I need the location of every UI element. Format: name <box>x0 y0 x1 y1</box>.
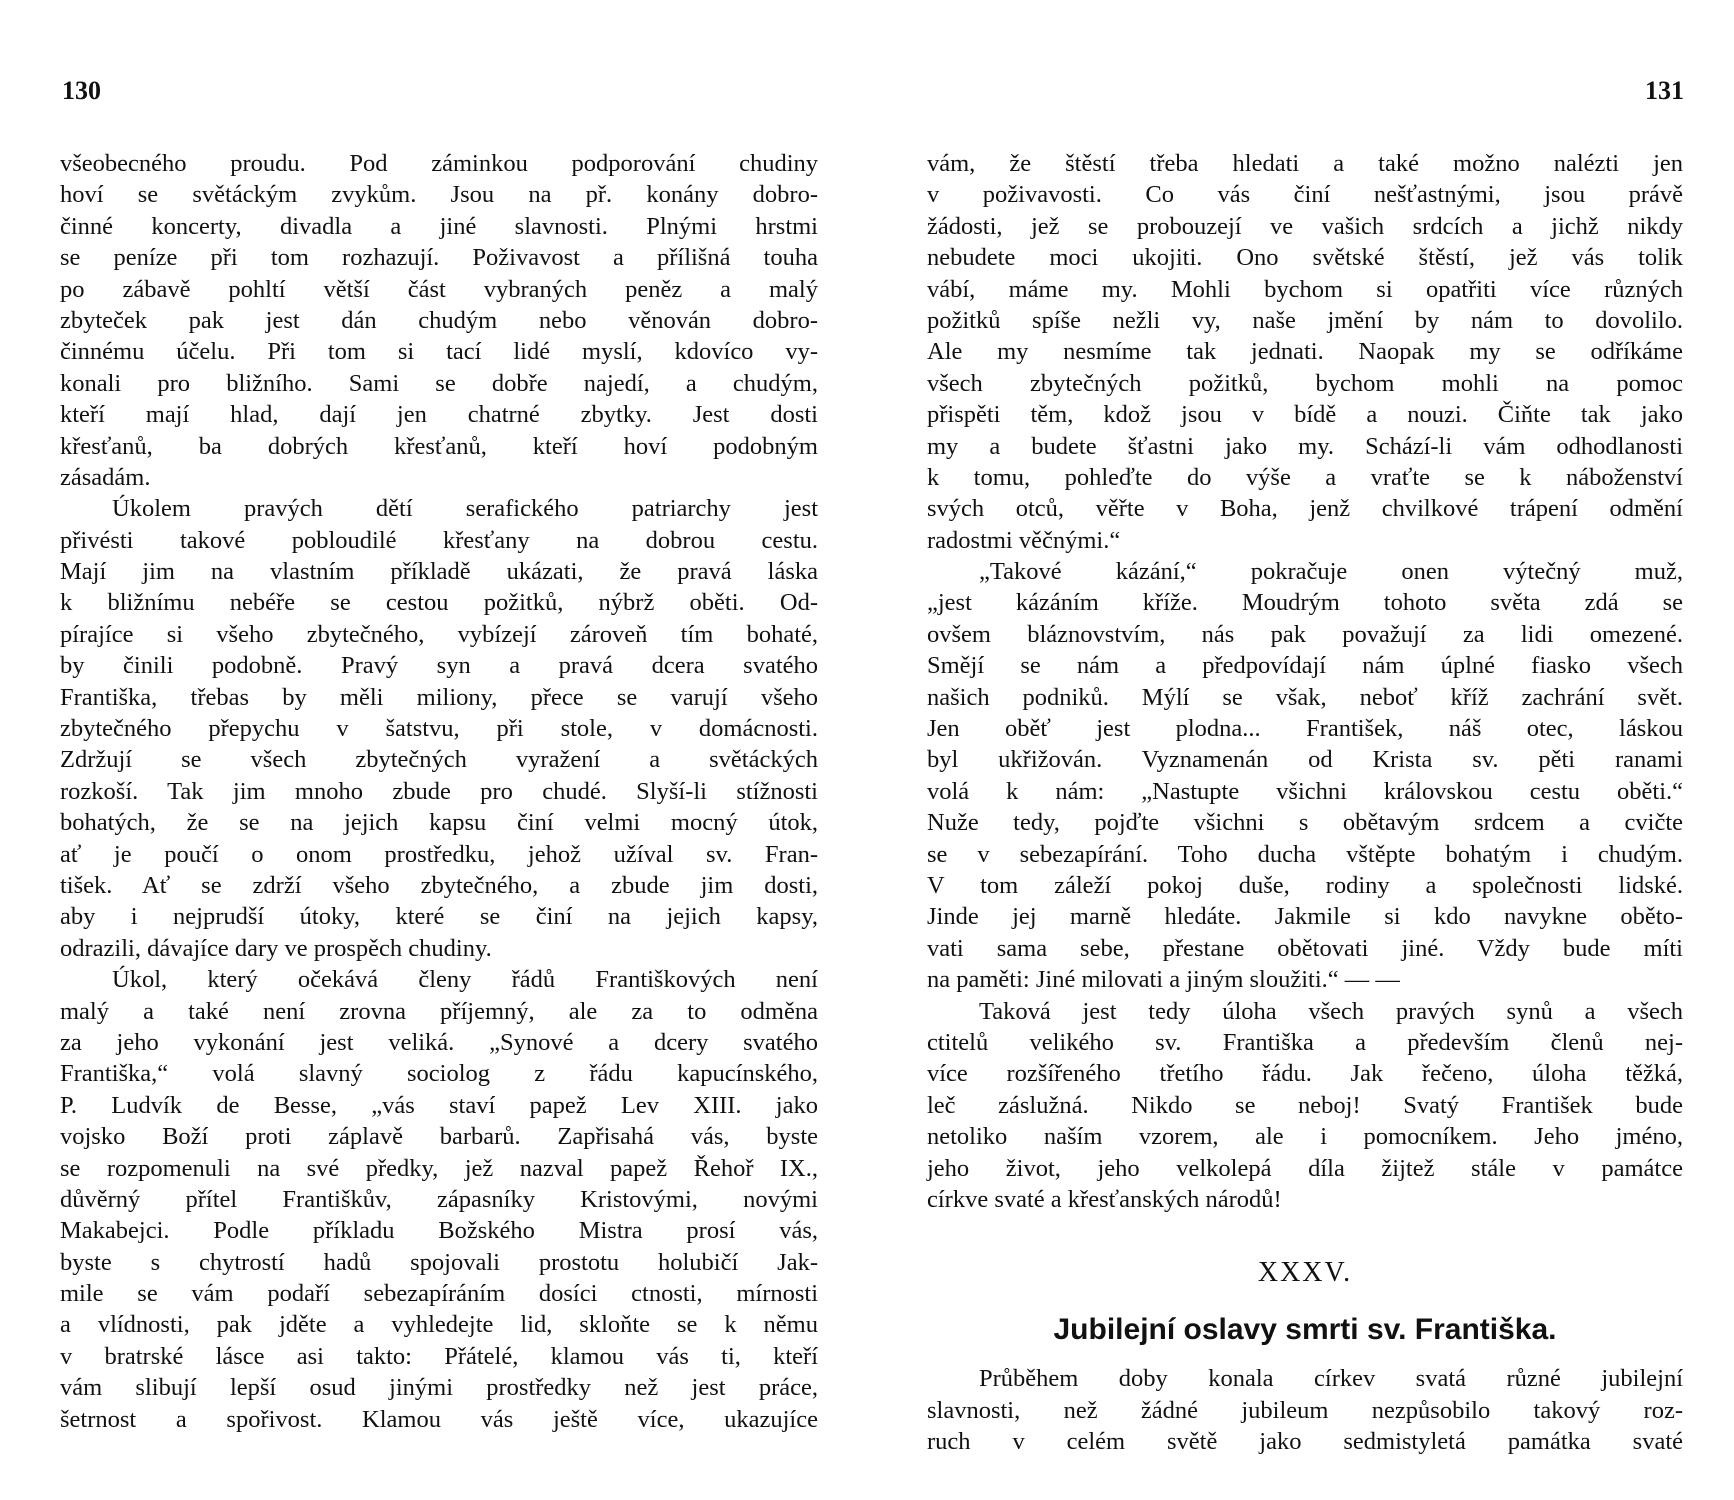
text-line: Františka, třebas by měli miliony, přece se varují všeho <box>60 683 818 711</box>
text-line: odrazili, dávajíce dary ve prospěch chudiny. <box>60 934 492 962</box>
text-line: v bratrské lásce asi takto: Přátelé, klamou vás ti, kteří <box>60 1342 818 1370</box>
text-line: přispěti těm, kdož jsou v bídě a nouzi. Čiňte tak jako <box>927 401 1683 429</box>
text-line: vám slibují lepší osud jinými prostředky než jest práce, <box>60 1374 818 1402</box>
chapter-number: XXXV. <box>1257 1257 1353 1289</box>
text-line: aby i nejprudší útoky, které se činí na jejich kapsy, <box>60 903 818 931</box>
left-text-column <box>60 148 818 1435</box>
text-line: zbyteček pak jest dán chudým nebo věnován dobro- <box>60 306 818 334</box>
text-line: ctitelů velikého sv. Františka a především členů nej- <box>927 1028 1683 1056</box>
text-line: za jeho vykonání jest veliká. „Synové a dcery svatého <box>60 1028 818 1056</box>
text-line: volá k nám: „Nastupte všichni královskou cestu oběti.“ <box>927 777 1683 805</box>
text-line: křesťanů, ba dobrých křesťanů, kteří hoví podobným <box>60 432 818 460</box>
text-line: slavnosti, než žádné jubileum nezpůsobilo takový roz- <box>927 1396 1683 1424</box>
text-line: netoliko naším vzorem, ale i pomocníkem. Jeho jméno, <box>927 1123 1683 1151</box>
text-line: vám, že štěstí třeba hledati a také možno nalézti jen <box>927 150 1683 177</box>
text-line: Zdržují se všech zbytečných vyražení a světáckých <box>60 746 818 774</box>
text-line: Úkol, který očekává členy řádů Františkových není <box>112 966 818 994</box>
text-line: Jinde jej marně hledáte. Jakmile si kdo navykne oběto- <box>927 903 1683 931</box>
text-line: mile se vám podaří sebezapíráním dosíci ctnosti, mírnosti <box>60 1280 818 1308</box>
text-line: kteří mají hlad, dají jen chatrné zbytky. Jest dosti <box>60 401 818 429</box>
text-line: byl ukřižován. Vyznamenán od Krista sv. pěti ranami <box>927 746 1683 774</box>
text-line: V tom záleží pokoj duše, rodiny a společnosti lidské. <box>927 871 1683 899</box>
text-line: požitků spíše nežli vy, naše jmění by nám to dovolilo. <box>927 306 1683 334</box>
text-line: Makabejci. Podle příkladu Božského Mistra prosí vás, <box>60 1217 818 1245</box>
text-line: všeobecného proudu. Pod záminkou podporování chudiny <box>60 150 818 177</box>
text-line: k tomu, pohleďte do výše a vraťte se k náboženství <box>927 463 1683 491</box>
text-line: radostmi věčnými.“ <box>927 526 1121 554</box>
text-line: k bližnímu nebéře se cestou požitků, nýbrž oběti. Od- <box>60 589 818 617</box>
text-line: zásadám. <box>60 463 151 491</box>
text-line: a vlídnosti, pak jděte a vyhledejte lid, skloňte se k němu <box>60 1311 818 1339</box>
text-line: vojsko Boží proti záplavě barbarů. Zapřisahá vás, byste <box>60 1123 818 1151</box>
text-line: „jest kázáním kříže. Moudrým tohoto světa zdá se <box>927 589 1683 617</box>
text-line: Smějí se nám a předpovídají nám úplné fiasko všech <box>927 652 1683 680</box>
text-line: by činili podobně. Pravý syn a pravá dcera svatého <box>60 652 818 680</box>
text-line: po zábavě pohltí větší část vybraných peněz a malý <box>60 275 818 303</box>
text-line: Průběhem doby konala církev svatá různé jubilejní <box>979 1365 1683 1393</box>
text-line: ruch v celém světě jako sedmistyletá památka svaté <box>927 1428 1683 1456</box>
text-line: byste s chytrostí hadů spojovali prostotu holubičí Jak- <box>60 1248 818 1276</box>
text-line: více rozšířeného třetího řádu. Jak řečeno, úloha těžká, <box>927 1060 1683 1088</box>
text-line: Mají jim na vlastním příkladě ukázati, že pravá láska <box>60 558 818 586</box>
page-number-left: 130 <box>62 76 101 105</box>
text-line: v poživavosti. Co vás činí nešťastnými, jsou právě <box>927 181 1683 209</box>
text-line: šetrnost a spořivost. Klamou vás ještě více, ukazujíce <box>60 1405 818 1433</box>
text-line: Úkolem pravých dětí serafického patriarchy jest <box>112 495 818 523</box>
text-line: zbytečného přepychu v šatstvu, při stole, v domácnosti. <box>60 715 818 743</box>
text-line: se v sebezapírání. Toho ducha vštěpte bohatým i chudým. <box>927 840 1683 868</box>
text-line: činné koncerty, divadla a jiné slavnosti. Plnými hrstmi <box>60 212 818 240</box>
right-body-text <box>927 148 1683 1215</box>
text-line: se rozpomenuli na své předky, jež nazval papež Řehoř IX., <box>60 1154 818 1182</box>
text-line: činnému účelu. Při tom si tací lidé myslí, kdovíco vy- <box>60 338 818 366</box>
text-line: Ale my nesmíme tak jednati. Naopak my se odříkáme <box>927 338 1683 366</box>
text-line: svých otců, věřte v Boha, jenž chvilkové trápení odmění <box>927 495 1683 523</box>
chapter-body-text <box>927 1363 1683 1457</box>
text-line: vábí, máme my. Mohli bychom si opatřiti více různých <box>927 275 1683 303</box>
text-line: žádosti, jež se probouzejí ve vašich srdcích a jichž nikdy <box>927 212 1683 240</box>
right-page <box>867 0 1734 1500</box>
page-number-right: 131 <box>1645 76 1684 105</box>
text-line: Jen oběť jest plodna... František, náš otec, láskou <box>927 715 1683 743</box>
text-line: bohatých, že se na jejich kapsu činí velmi mocný útok, <box>60 809 818 837</box>
text-line: pírajíce si všeho zbytečného, vybízejí zároveň tím bohaté, <box>60 620 818 648</box>
text-line: se peníze při tom rozhazují. Poživavost a přílišná touha <box>60 244 818 272</box>
text-line: ať je poučí o onom prostředku, jehož užíval sv. Fran- <box>60 840 818 868</box>
text-line: přivésti takové pobloudilé křesťany na dobrou cestu. <box>60 526 818 554</box>
text-line: tišek. Ať se zdrží všeho zbytečného, a zbude jim dosti, <box>60 871 818 899</box>
text-line: leč záslužná. Nikdo se neboj! Svatý František bude <box>927 1091 1683 1119</box>
text-line: Františka,“ volá slavný sociolog z řádu kapucínského, <box>60 1060 818 1088</box>
text-line: nebudete moci ukojiti. Ono světské štěstí, jež vás tolik <box>927 244 1683 272</box>
text-line: konali pro bližního. Sami se dobře najedí, a chudým, <box>60 369 818 397</box>
text-line: P. Ludvík de Besse, „vás staví papež Lev XIII. jako <box>60 1091 818 1119</box>
text-line: našich podniků. Mýlí se však, neboť kříž zachrání svět. <box>927 683 1683 711</box>
text-line: na paměti: Jiné milovati a jiným sloužiti.“ — — <box>927 966 1400 994</box>
text-line: jeho život, jeho velkolepá díla žijtež stále v památce <box>927 1154 1683 1182</box>
text-line: Nuže tedy, pojďte všichni s obětavým srdcem a cvičte <box>927 809 1683 837</box>
text-line: důvěrný přítel Františkův, zápasníky Kristovými, novými <box>60 1185 818 1213</box>
text-line: ovšem bláznovstvím, nás pak považují za lidi omezené. <box>927 620 1683 648</box>
text-line: všech zbytečných požitků, bychom mohli na pomoc <box>927 369 1683 397</box>
text-line: vati sama sebe, přestane obětovati jiné. Vždy bude míti <box>927 934 1683 962</box>
right-text-column <box>927 148 1683 1457</box>
text-line: Taková jest tedy úloha všech pravých synů a všech <box>979 997 1683 1025</box>
chapter-title: Jubilejní oslavy smrti sv. Františka. <box>1053 1313 1557 1347</box>
text-line: my a budete šťastni jako my. Schází-li vám odhodlanosti <box>927 432 1683 460</box>
text-line: hoví se světáckým zvykům. Jsou na př. konány dobro- <box>60 181 818 209</box>
text-line: malý a také není zrovna příjemný, ale za to odměna <box>60 997 818 1025</box>
text-line: „Takové kázání,“ pokračuje onen výtečný muž, <box>979 558 1683 586</box>
text-line: církve svaté a křesťanských národů! <box>927 1185 1282 1213</box>
text-line: rozkoší. Tak jim mnoho zbude pro chudé. Slyší-li stížnosti <box>60 777 818 805</box>
